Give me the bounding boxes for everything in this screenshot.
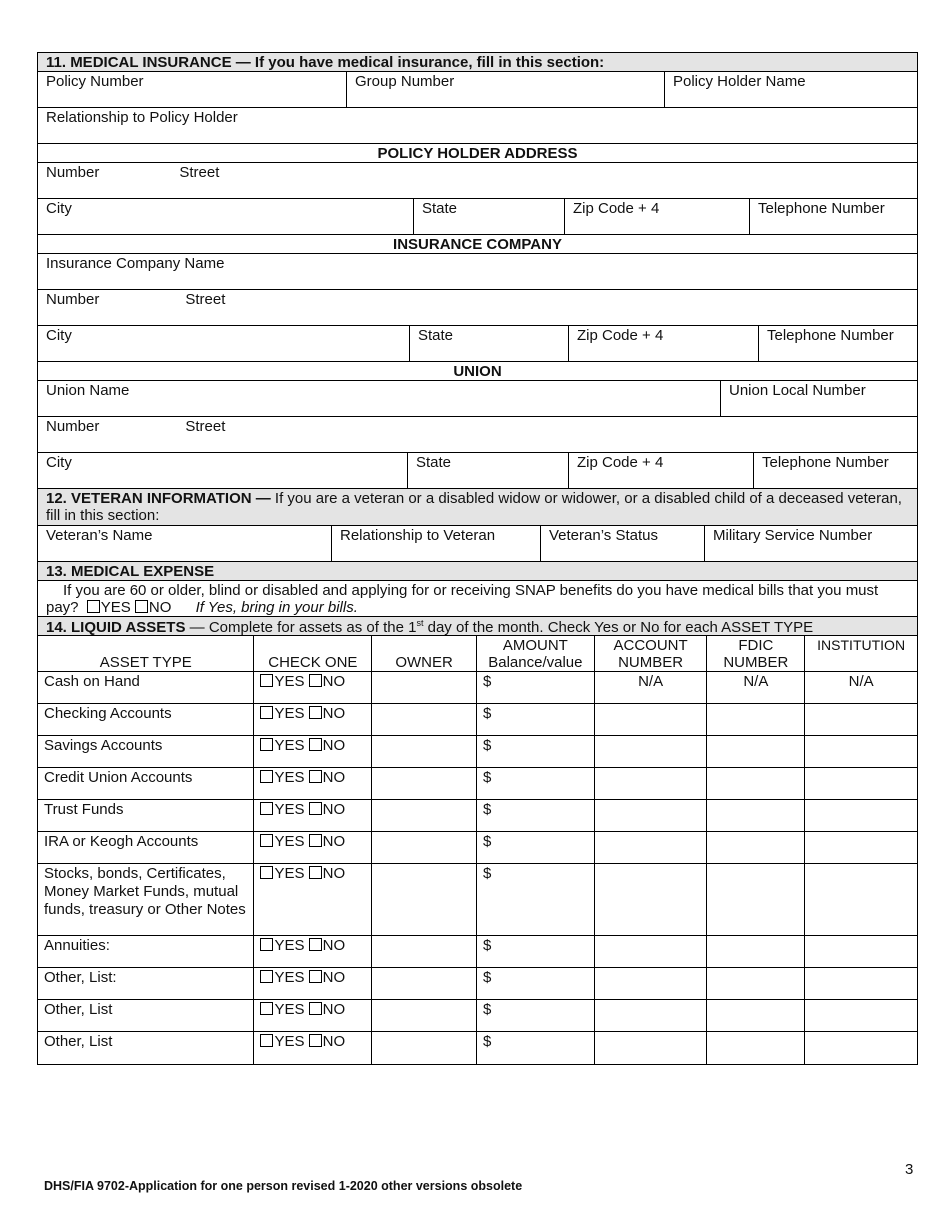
insurance-company-header bbox=[38, 235, 917, 254]
asset-row bbox=[38, 800, 917, 832]
policy-row bbox=[38, 72, 917, 108]
union-city-row bbox=[38, 453, 917, 489]
yes-label: YES bbox=[274, 865, 305, 882]
section-12-title bbox=[38, 489, 917, 525]
yes-label: YES bbox=[274, 769, 305, 786]
section-14-title-rest-a: — Complete for assets as of the 1 bbox=[185, 619, 417, 636]
medical-expense-question bbox=[38, 581, 917, 616]
section-14-header bbox=[38, 617, 917, 636]
institution-field[interactable] bbox=[805, 704, 917, 735]
account-number-field[interactable] bbox=[595, 704, 708, 735]
fdic-number-field[interactable] bbox=[707, 704, 805, 735]
union-city-field[interactable]: City bbox=[38, 453, 408, 488]
yes-label: YES bbox=[274, 737, 305, 754]
asset-row bbox=[38, 936, 917, 968]
check-one-cell bbox=[254, 800, 372, 831]
form-footer: DHS/FIA 9702-Application for one person revised 1-2020 other versions obsolete bbox=[44, 1179, 523, 1193]
fdic-number-field[interactable] bbox=[707, 864, 805, 935]
no-checkbox[interactable] bbox=[309, 674, 322, 687]
liquid-assets-table bbox=[38, 636, 917, 1064]
union-state-field[interactable]: State bbox=[408, 453, 569, 488]
account-number-field[interactable] bbox=[595, 1000, 708, 1031]
asset-row bbox=[38, 1000, 917, 1032]
check-one-cell bbox=[254, 704, 372, 735]
account-number-field[interactable] bbox=[595, 936, 708, 967]
ins-street-row bbox=[38, 290, 917, 326]
account-number-field[interactable] bbox=[595, 1032, 708, 1064]
policy-number-field[interactable]: Policy Number bbox=[38, 72, 347, 107]
yes-label: YES bbox=[100, 599, 131, 616]
no-checkbox[interactable] bbox=[309, 970, 322, 983]
section-11-title: 11. MEDICAL INSURANCE — If you have medical insurance, fill in this section: bbox=[38, 53, 917, 71]
yes-checkbox[interactable] bbox=[260, 770, 273, 783]
owner-field[interactable] bbox=[372, 672, 477, 703]
no-checkbox[interactable] bbox=[309, 770, 322, 783]
col-fdic-line2: NUMBER bbox=[723, 654, 789, 671]
fdic-number-field[interactable] bbox=[707, 936, 805, 967]
yes-checkbox[interactable] bbox=[260, 834, 273, 847]
section-14-title-sup: st bbox=[416, 618, 424, 628]
no-label: NO bbox=[322, 865, 346, 882]
col-fdic bbox=[707, 636, 805, 671]
bring-bills-note: If Yes, bring in your bills. bbox=[195, 599, 358, 616]
section-14-title-rest-b: day of the month. Check Yes or No for each ASSET TYPE bbox=[423, 619, 814, 636]
col-institution: INSTITUTION bbox=[817, 637, 906, 653]
section-13-title: 13. MEDICAL EXPENSE bbox=[38, 562, 917, 580]
yes-checkbox[interactable] bbox=[260, 706, 273, 719]
ins-city-row bbox=[38, 326, 917, 362]
amount-field[interactable]: $ bbox=[477, 800, 595, 831]
check-one-cell bbox=[254, 1000, 372, 1031]
owner-field[interactable] bbox=[372, 832, 477, 863]
union-name-field[interactable]: Union Name bbox=[38, 381, 721, 416]
fdic-number-field[interactable] bbox=[707, 1000, 805, 1031]
no-checkbox[interactable] bbox=[309, 802, 322, 815]
military-service-number-field[interactable]: Military Service Number bbox=[713, 527, 873, 544]
no-label: NO bbox=[322, 937, 346, 954]
institution-field[interactable] bbox=[805, 864, 917, 935]
no-label: NO bbox=[322, 769, 346, 786]
yes-label: YES bbox=[274, 801, 305, 818]
ins-zip-field[interactable]: Zip Code + 4 bbox=[569, 326, 759, 361]
col-amount bbox=[477, 636, 595, 671]
asset-row bbox=[38, 672, 917, 704]
institution-field[interactable]: N/A bbox=[848, 673, 874, 690]
check-one-cell bbox=[254, 936, 372, 967]
veteran-row bbox=[38, 526, 917, 562]
no-label: NO bbox=[322, 969, 346, 986]
insurance-company-title: INSURANCE COMPANY bbox=[38, 235, 917, 253]
application-form bbox=[37, 52, 918, 1065]
union-street-row bbox=[38, 417, 917, 453]
asset-row bbox=[38, 864, 917, 936]
no-checkbox[interactable] bbox=[309, 834, 322, 847]
fdic-number-field[interactable] bbox=[707, 768, 805, 799]
no-checkbox[interactable] bbox=[309, 1034, 322, 1047]
owner-field[interactable] bbox=[372, 968, 477, 999]
yes-checkbox[interactable] bbox=[260, 674, 273, 687]
owner-field[interactable] bbox=[372, 1000, 477, 1031]
ph-phone-field[interactable]: Telephone Number bbox=[758, 200, 885, 217]
ins-phone-field[interactable]: Telephone Number bbox=[767, 327, 894, 344]
yes-checkbox[interactable] bbox=[260, 938, 273, 951]
asset-row bbox=[38, 968, 917, 1000]
col-amount-line2: Balance/value bbox=[488, 654, 583, 671]
no-label: NO bbox=[322, 1033, 346, 1050]
amount-field[interactable]: $ bbox=[477, 672, 595, 703]
ph-zip-field[interactable]: Zip Code + 4 bbox=[565, 199, 750, 234]
section-12-header bbox=[38, 489, 917, 526]
institution-field[interactable] bbox=[805, 968, 917, 999]
ph-street-row bbox=[38, 163, 917, 199]
institution-field[interactable] bbox=[805, 936, 917, 967]
col-account bbox=[595, 636, 708, 671]
union-title: UNION bbox=[38, 362, 917, 380]
asset-row bbox=[38, 832, 917, 864]
ph-city-field[interactable]: City bbox=[38, 199, 414, 234]
number-label: Number bbox=[46, 291, 100, 308]
amount-field[interactable]: $ bbox=[477, 736, 595, 767]
asset-type-label: Trust Funds bbox=[38, 800, 254, 831]
union-local-number-field[interactable]: Union Local Number bbox=[729, 382, 866, 399]
union-street-field[interactable] bbox=[38, 417, 917, 452]
owner-field[interactable] bbox=[372, 736, 477, 767]
amount-field[interactable]: $ bbox=[477, 704, 595, 735]
yes-checkbox[interactable] bbox=[260, 802, 273, 815]
asset-row bbox=[38, 768, 917, 800]
col-asset-type: ASSET TYPE bbox=[38, 636, 254, 671]
account-number-field[interactable] bbox=[595, 768, 708, 799]
fdic-number-field[interactable] bbox=[707, 736, 805, 767]
no-label: NO bbox=[322, 737, 346, 754]
asset-type-label: Credit Union Accounts bbox=[38, 768, 254, 799]
asset-type-label: IRA or Keogh Accounts bbox=[38, 832, 254, 863]
medical-expense-text: If you are 60 or older, blind or disabled and applying for or receiving SNAP benefits do you have medical bills that you must pay? bbox=[46, 582, 879, 616]
no-label: NO bbox=[322, 833, 346, 850]
asset-type-label: Savings Accounts bbox=[38, 736, 254, 767]
policy-holder-name-field[interactable]: Policy Holder Name bbox=[673, 73, 806, 90]
amount-field[interactable]: $ bbox=[477, 832, 595, 863]
owner-field[interactable] bbox=[372, 768, 477, 799]
ins-state-field[interactable]: State bbox=[410, 326, 569, 361]
asset-type-label: Annuities: bbox=[38, 936, 254, 967]
section-14-title-bold: 14. LIQUID ASSETS bbox=[46, 619, 186, 636]
veteran-name-field[interactable]: Veteran’s Name bbox=[38, 526, 332, 561]
yes-label: YES bbox=[274, 937, 305, 954]
union-zip-field[interactable]: Zip Code + 4 bbox=[569, 453, 754, 488]
institution-field[interactable] bbox=[805, 768, 917, 799]
asset-row bbox=[38, 1032, 917, 1064]
yes-label: YES bbox=[274, 705, 305, 722]
street-label: Street bbox=[179, 164, 220, 181]
medical-expense-row bbox=[38, 581, 917, 617]
section-11-header bbox=[38, 53, 917, 72]
union-name-row bbox=[38, 381, 917, 417]
no-label: NO bbox=[322, 705, 346, 722]
account-number-field[interactable] bbox=[595, 800, 708, 831]
ins-city-field[interactable]: City bbox=[38, 326, 410, 361]
no-label: NO bbox=[148, 599, 172, 616]
yes-label: YES bbox=[274, 1033, 305, 1050]
section-12-title-rest: If you are a veteran or a disabled widow or widower, or a disabled child of a deceased veteran, fill in this section: bbox=[46, 490, 902, 524]
number-label: Number bbox=[46, 418, 100, 435]
check-one-cell bbox=[254, 1032, 372, 1064]
yes-label: YES bbox=[274, 1001, 305, 1018]
amount-field[interactable]: $ bbox=[477, 1032, 595, 1064]
asset-type-label: Stocks, bonds, Certificates, Money Market Funds, mutual funds, treasury or Other Notes bbox=[38, 864, 254, 935]
institution-field[interactable] bbox=[805, 1032, 917, 1064]
col-amount-line1: AMOUNT bbox=[502, 637, 568, 654]
veteran-status-field[interactable]: Veteran’s Status bbox=[541, 526, 705, 561]
check-one-cell bbox=[254, 832, 372, 863]
relationship-field[interactable]: Relationship to Policy Holder bbox=[46, 109, 238, 126]
no-checkbox[interactable] bbox=[309, 738, 322, 751]
amount-field[interactable]: $ bbox=[477, 936, 595, 967]
check-one-cell bbox=[254, 968, 372, 999]
no-label: NO bbox=[322, 673, 346, 690]
fdic-number-field[interactable] bbox=[707, 832, 805, 863]
owner-field[interactable] bbox=[372, 936, 477, 967]
asset-type-label: Cash on Hand bbox=[38, 672, 254, 703]
street-label: Street bbox=[185, 418, 226, 435]
yes-checkbox[interactable] bbox=[260, 970, 273, 983]
institution-field[interactable] bbox=[805, 1000, 917, 1031]
asset-type-label: Other, List bbox=[38, 1000, 254, 1031]
fdic-number-field[interactable]: N/A bbox=[707, 672, 805, 703]
check-one-cell bbox=[254, 736, 372, 767]
ph-street-field[interactable] bbox=[38, 163, 917, 198]
asset-row bbox=[38, 704, 917, 736]
no-label: NO bbox=[322, 801, 346, 818]
number-label: Number bbox=[46, 164, 100, 181]
owner-field[interactable] bbox=[372, 800, 477, 831]
fdic-number-field[interactable] bbox=[707, 968, 805, 999]
asset-type-label: Other, List: bbox=[38, 968, 254, 999]
no-checkbox[interactable] bbox=[309, 938, 322, 951]
account-number-field[interactable] bbox=[595, 968, 708, 999]
amount-field[interactable]: $ bbox=[477, 1000, 595, 1031]
no-checkbox[interactable] bbox=[135, 600, 148, 613]
yes-label: YES bbox=[274, 833, 305, 850]
relationship-to-veteran-field[interactable]: Relationship to Veteran bbox=[332, 526, 541, 561]
ph-state-field[interactable]: State bbox=[414, 199, 565, 234]
group-number-field[interactable]: Group Number bbox=[347, 72, 665, 107]
section-13-header bbox=[38, 562, 917, 581]
union-phone-field[interactable]: Telephone Number bbox=[762, 454, 889, 471]
ins-street-field[interactable] bbox=[38, 290, 917, 325]
no-checkbox[interactable] bbox=[309, 706, 322, 719]
col-check-one: CHECK ONE bbox=[254, 636, 372, 671]
yes-label: YES bbox=[274, 969, 305, 986]
institution-field[interactable] bbox=[805, 832, 917, 863]
owner-field[interactable] bbox=[372, 864, 477, 935]
amount-field[interactable]: $ bbox=[477, 864, 595, 935]
owner-field[interactable] bbox=[372, 704, 477, 735]
no-checkbox[interactable] bbox=[309, 1002, 322, 1015]
col-owner: OWNER bbox=[372, 636, 477, 671]
yes-checkbox[interactable] bbox=[260, 738, 273, 751]
owner-field[interactable] bbox=[372, 1032, 477, 1064]
account-number-field[interactable] bbox=[595, 864, 708, 935]
no-checkbox[interactable] bbox=[309, 866, 322, 879]
asset-type-label: Checking Accounts bbox=[38, 704, 254, 735]
relationship-row bbox=[38, 108, 917, 144]
col-account-line2: NUMBER bbox=[618, 654, 684, 671]
policy-holder-address-title: POLICY HOLDER ADDRESS bbox=[38, 144, 917, 162]
yes-checkbox[interactable] bbox=[260, 1002, 273, 1015]
street-label: Street bbox=[185, 291, 226, 308]
insurance-company-name-field[interactable]: Insurance Company Name bbox=[46, 255, 225, 272]
asset-row bbox=[38, 736, 917, 768]
yes-label: YES bbox=[274, 673, 305, 690]
check-one-cell bbox=[254, 864, 372, 935]
union-header bbox=[38, 362, 917, 381]
check-one-cell bbox=[254, 672, 372, 703]
policy-holder-address-header bbox=[38, 144, 917, 163]
amount-field[interactable]: $ bbox=[477, 968, 595, 999]
section-14-title bbox=[38, 617, 917, 635]
fdic-number-field[interactable] bbox=[707, 1032, 805, 1064]
account-number-field[interactable] bbox=[595, 736, 708, 767]
amount-field[interactable]: $ bbox=[477, 768, 595, 799]
yes-checkbox[interactable] bbox=[260, 866, 273, 879]
yes-checkbox[interactable] bbox=[260, 1034, 273, 1047]
institution-field[interactable] bbox=[805, 736, 917, 767]
account-number-field[interactable]: N/A bbox=[595, 672, 708, 703]
check-one-cell bbox=[254, 768, 372, 799]
section-12-title-bold: 12. VETERAN INFORMATION — bbox=[46, 490, 271, 507]
ins-name-row bbox=[38, 254, 917, 290]
col-account-line1: ACCOUNT bbox=[613, 637, 688, 654]
col-fdic-line1: FDIC bbox=[738, 637, 774, 654]
assets-header-row bbox=[38, 636, 917, 672]
ph-city-row bbox=[38, 199, 917, 235]
yes-checkbox[interactable] bbox=[87, 600, 100, 613]
page-number: 3 bbox=[905, 1161, 914, 1178]
fdic-number-field[interactable] bbox=[707, 800, 805, 831]
asset-type-label: Other, List bbox=[38, 1032, 254, 1064]
institution-field[interactable] bbox=[805, 800, 917, 831]
no-label: NO bbox=[322, 1001, 346, 1018]
account-number-field[interactable] bbox=[595, 832, 708, 863]
